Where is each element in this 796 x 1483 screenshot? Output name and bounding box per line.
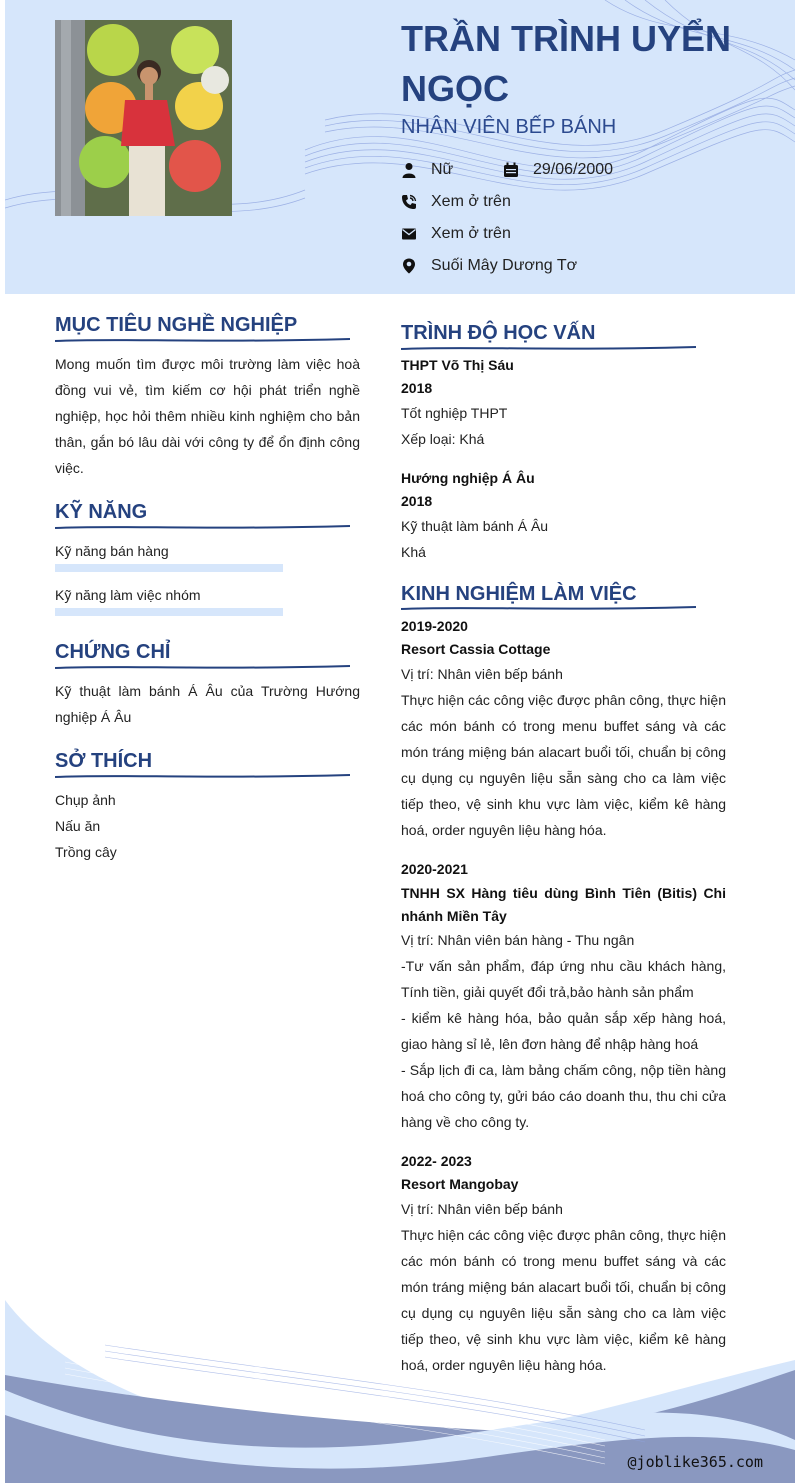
envelope-icon	[401, 226, 417, 242]
education-year: 2018	[401, 380, 433, 396]
education-detail: Khá	[401, 544, 426, 560]
education-school: Hướng nghiệp Á Âu	[401, 470, 535, 486]
experience-position: Vị trí: Nhân viên bán hàng - Thu ngân	[401, 932, 635, 948]
experience-position: Vị trí: Nhân viên bếp bánh	[401, 1201, 563, 1217]
skill-bar	[55, 564, 283, 572]
education-school: THPT Võ Thị Sáu	[401, 357, 514, 373]
calendar-icon	[503, 162, 519, 178]
skill-bar-fill	[55, 564, 283, 572]
phone-row	[401, 193, 511, 211]
skills-title: KỸ NĂNG	[55, 501, 148, 523]
email-row	[401, 225, 511, 243]
job-title: NHÂN VIÊN BẾP BÁNH	[401, 116, 617, 138]
education-detail: Xếp loại: Khá	[401, 431, 485, 447]
address-value: Suối Mây Dương Tơ	[431, 257, 578, 274]
experience-title: KINH NGHIỆM LÀM VIỆC	[401, 583, 637, 605]
skills-underline	[55, 523, 350, 531]
hobbies-underline	[55, 772, 350, 780]
objective-underline	[55, 336, 350, 344]
education-title: TRÌNH ĐỘ HỌC VẤN	[401, 322, 596, 344]
certificate-text: Kỹ thuật làm bánh Á Âu của Trường Hướng nghiệp Á Âu	[55, 683, 360, 725]
experience-period: 2022- 2023	[401, 1153, 472, 1169]
phone-icon	[401, 194, 417, 210]
experience-company: TNHH SX Hàng tiêu dùng Bình Tiên (Bitis) Chi nhánh Miền Tây	[401, 885, 726, 924]
experience-position: Vị trí: Nhân viên bếp bánh	[401, 666, 563, 682]
person-icon	[401, 162, 417, 178]
phone-value: Xem ở trên	[431, 193, 511, 210]
cv-page	[5, 0, 795, 1483]
hobbies-title: SỞ THÍCH	[55, 750, 153, 772]
header-background	[5, 0, 795, 294]
skill-bar-fill	[55, 608, 283, 616]
certificates-title: CHỨNG CHỈ	[55, 641, 171, 663]
email-value: Xem ở trên	[431, 225, 511, 242]
candidate-name: TRẦN TRÌNH UYỂN NGỌC	[401, 18, 731, 109]
location-pin-icon	[401, 258, 417, 274]
education-year: 2018	[401, 493, 433, 509]
gender-row	[401, 161, 453, 179]
hobby-item: Chụp ảnh	[55, 792, 116, 808]
hobby-item: Nấu ăn	[55, 818, 101, 834]
certificates-underline	[55, 663, 350, 671]
experience-description: - Sắp lịch đi ca, làm bảng chấm công, nộp tiền hàng hoá cho công ty, gửi báo cáo doanh thu, thu chi cửa hàng về cho công ty.	[401, 1062, 726, 1130]
portrait-illustration	[55, 20, 232, 216]
experience-company: Resort Mangobay	[401, 1176, 519, 1192]
education-underline	[401, 344, 696, 352]
experience-description: Thực hiện các công việc được phân công, thực hiện các món bánh có trong menu buffet sáng và các món tráng miệng bán alacart buổi tối, chuẩn bị công cụ dụng cụ nguyên liệu sẵn sàng cho ca làm việc tiếp theo, vệ sinh khu vực làm việc, kiểm kê hàng hoá, order nguyên liệu hàng hóa.	[401, 1227, 726, 1373]
skill-label: Kỹ năng làm việc nhóm	[55, 587, 201, 603]
birthdate-value: 29/06/2000	[533, 161, 614, 178]
skill-label: Kỹ năng bán hàng	[55, 543, 169, 559]
objective-title: MỤC TIÊU NGHỀ NGHIỆP	[55, 314, 298, 336]
experience-underline	[401, 604, 696, 612]
education-detail: Tốt nghiệp THPT	[401, 405, 508, 421]
experience-period: 2020-2021	[401, 861, 468, 877]
hobby-item: Trồng cây	[55, 844, 117, 860]
experience-company: Resort Cassia Cottage	[401, 641, 551, 657]
watermark-text: @joblike365.com	[627, 1453, 763, 1471]
experience-description: -Tư vấn sản phẩm, đáp ứng nhu cầu khách hàng, Tính tiền, giải quyết đổi trả,bảo hành sản phẩm	[401, 958, 726, 1000]
experience-description: Thực hiện các công việc được phân công, thực hiện các món bánh có trong menu buffet sáng và các món tráng miệng bán alacart buổi tối, chuẩn bị công cụ dụng cụ nguyên liệu sẵn sàng cho ca làm việc tiếp theo, vệ sinh khu vực làm việc, kiểm kê hàng hoá, order nguyên liệu hàng hóa.	[401, 692, 726, 838]
experience-description: - kiểm kê hàng hóa, bảo quản sắp xếp hàng hoá, giao hàng sỉ lẻ, lên đơn hàng để nhập hàng hoá	[401, 1010, 726, 1052]
profile-photo	[55, 20, 232, 216]
skill-bar	[55, 608, 283, 616]
education-detail: Kỹ thuật làm bánh Á Âu	[401, 518, 549, 534]
objective-text: Mong muốn tìm được môi trường làm việc hoà đồng vui vẻ, tìm kiếm cơ hội phát triển nghề nghiệp, học hỏi thêm nhiều kinh nghiệm cho bản thân, gắn bó lâu dài với công ty để ổn định công việc.	[55, 356, 360, 476]
birthdate-row	[503, 161, 613, 179]
experience-period: 2019-2020	[401, 618, 468, 634]
gender-value: Nữ	[431, 161, 454, 178]
address-row	[401, 257, 577, 275]
